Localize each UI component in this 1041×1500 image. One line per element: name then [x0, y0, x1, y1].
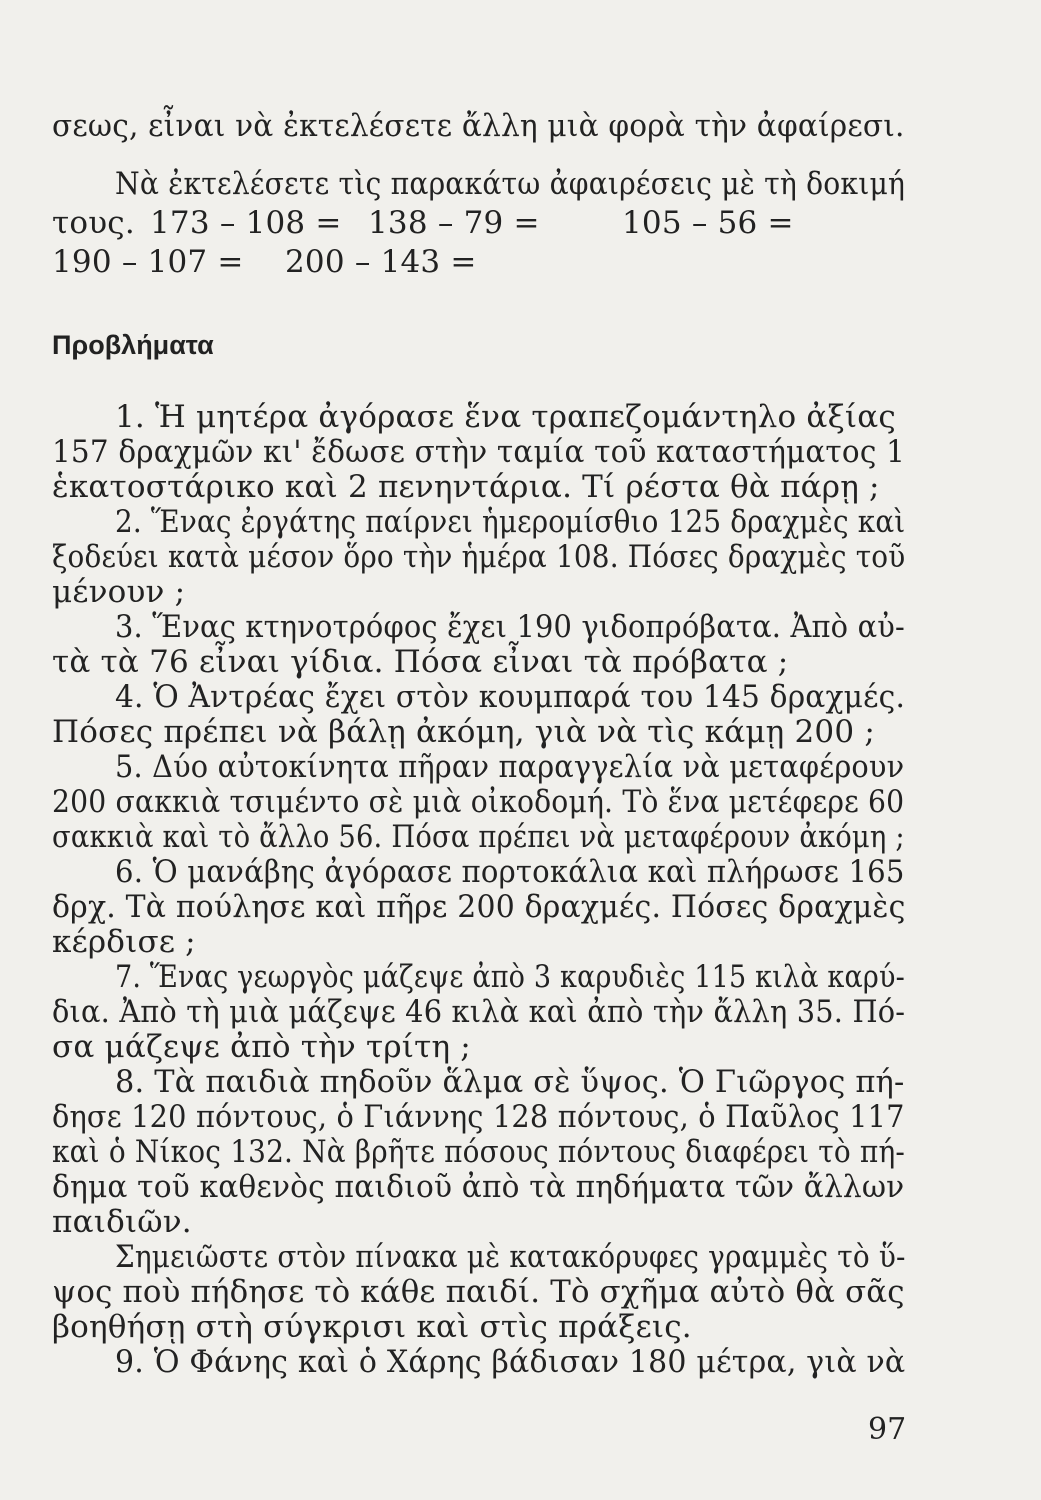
- problem-line: ἑκατοστάρικο καὶ 2 πενηντάρια. Τί ρέστα θὰ πάρῃ ;: [52, 469, 880, 505]
- problem-line: Πόσες πρέπει νὰ βάλῃ ἀκόμη, γιὰ νὰ τὶς κάμῃ 200 ;: [52, 714, 875, 750]
- page-number: 97: [868, 1412, 907, 1447]
- exercise-item: 173 – 108 =: [150, 205, 342, 241]
- problem-line: 4. Ὁ Ἀντρέας ἔχει στὸν κουμπαρά του 145 δραχμές.: [115, 679, 906, 715]
- text-line: σεως, εἶναι νὰ ἐκτελέσετε ἄλλη μιὰ φορὰ τὴν ἀφαίρεσι.: [52, 108, 905, 144]
- problem-line: δρχ. Τὰ πούλησε καὶ πῆρε 200 δραχμές. Πόσες δραχμὲς: [52, 889, 906, 925]
- text-line: Νὰ ἐκτελέσετε τὶς παρακάτω ἀφαιρέσεις μὲ τὴ δοκιμή: [115, 166, 906, 202]
- exercise-item: 138 – 79 =: [368, 205, 540, 241]
- problem-line: τὰ τὰ 76 εἶναι γίδια. Πόσα εἶναι τὰ πρόβατα ;: [52, 644, 789, 680]
- problem-line: βοηθήσῃ στὴ σύγκρισι καὶ στὶς πράξεις.: [52, 1309, 692, 1345]
- problem-line: δημα τοῦ καθενὸς παιδιοῦ ἀπὸ τὰ πηδήματα τῶν ἄλλων: [52, 1169, 905, 1205]
- problem-line: δια. Ἀπὸ τὴ μιὰ μάζεψε 46 κιλὰ καὶ ἀπὸ τὴν ἄλλη 35. Πό-: [52, 994, 906, 1030]
- problem-line: ξοδεύει κατὰ μέσον ὅρο τὴν ἡμέρα 108. Πόσες δραχμὲς τοῦ: [52, 539, 906, 575]
- problem-line: 1. Ἡ μητέρα ἀγόρασε ἕνα τραπεζομάντηλο ἀξίας: [115, 399, 896, 435]
- problem-line: 200 σακκιὰ τσιμέντο σὲ μιὰ οἰκοδομή. Τὸ ἕνα μετέφερε 60: [52, 784, 905, 820]
- section-heading: Προβλήματα: [52, 330, 214, 360]
- problem-line: 8. Τὰ παιδιὰ πηδοῦν ἅλμα σὲ ὕψος. Ὁ Γιῶργος πή-: [115, 1064, 905, 1100]
- problem-line: παιδιῶν.: [52, 1204, 192, 1240]
- problem-line: Σημειῶστε στὸν πίνακα μὲ κατακόρυφες γραμμὲς τὸ ὕ-: [115, 1239, 906, 1275]
- problem-line: σα μάζεψε ἀπὸ τὴν τρίτη ;: [52, 1029, 471, 1065]
- problem-line: 9. Ὁ Φάνης καὶ ὁ Χάρης βάδισαν 180 μέτρα, γιὰ νὰ: [115, 1344, 906, 1380]
- problem-line: 7. Ἕνας γεωργὸς μάζεψε ἀπὸ 3 καρυδιὲς 115 κιλὰ καρύ-: [115, 959, 905, 995]
- problem-line: 5. Δύο αὐτοκίνητα πῆραν παραγγελία νὰ μεταφέρουν: [115, 749, 905, 785]
- problem-line: καὶ ὁ Νίκος 132. Νὰ βρῆτε πόσους πόντους διαφέρει τὸ πή-: [52, 1134, 906, 1170]
- problem-line: 2. Ἕνας ἐργάτης παίρνει ἡμερομίσθιο 125 δραχμὲς καὶ: [115, 504, 906, 540]
- problem-line: μένουν ;: [52, 574, 186, 610]
- exercise-lead: τους.: [52, 205, 135, 241]
- problem-line: δησε 120 πόντους, ὁ Γιάννης 128 πόντους, ὁ Παῦλος 117: [52, 1099, 905, 1135]
- exercise-item: 105 – 56 =: [622, 205, 794, 241]
- exercise-item: 200 – 143 =: [285, 244, 477, 280]
- exercise-item: 190 – 107 =: [52, 244, 244, 280]
- problem-line: σακκιὰ καὶ τὸ ἄλλο 56. Πόσα πρέπει νὰ μεταφέρουν ἀκόμη ;: [52, 819, 905, 855]
- problem-line: ψος ποὺ πήδησε τὸ κάθε παιδί. Τὸ σχῆμα αὐτὸ θὰ σᾶς: [52, 1274, 905, 1310]
- problem-line: κέρδισε ;: [52, 924, 196, 960]
- problem-line: 3. Ἕνας κτηνοτρόφος ἔχει 190 γιδοπρόβατα. Ἀπὸ αὐ-: [115, 609, 905, 645]
- problem-line: 6. Ὁ μανάβης ἀγόρασε πορτοκάλια καὶ πλήρωσε 165: [115, 854, 905, 890]
- problem-line: 157 δραχμῶν κι' ἔδωσε στὴν ταμία τοῦ καταστήματος 1: [52, 434, 906, 470]
